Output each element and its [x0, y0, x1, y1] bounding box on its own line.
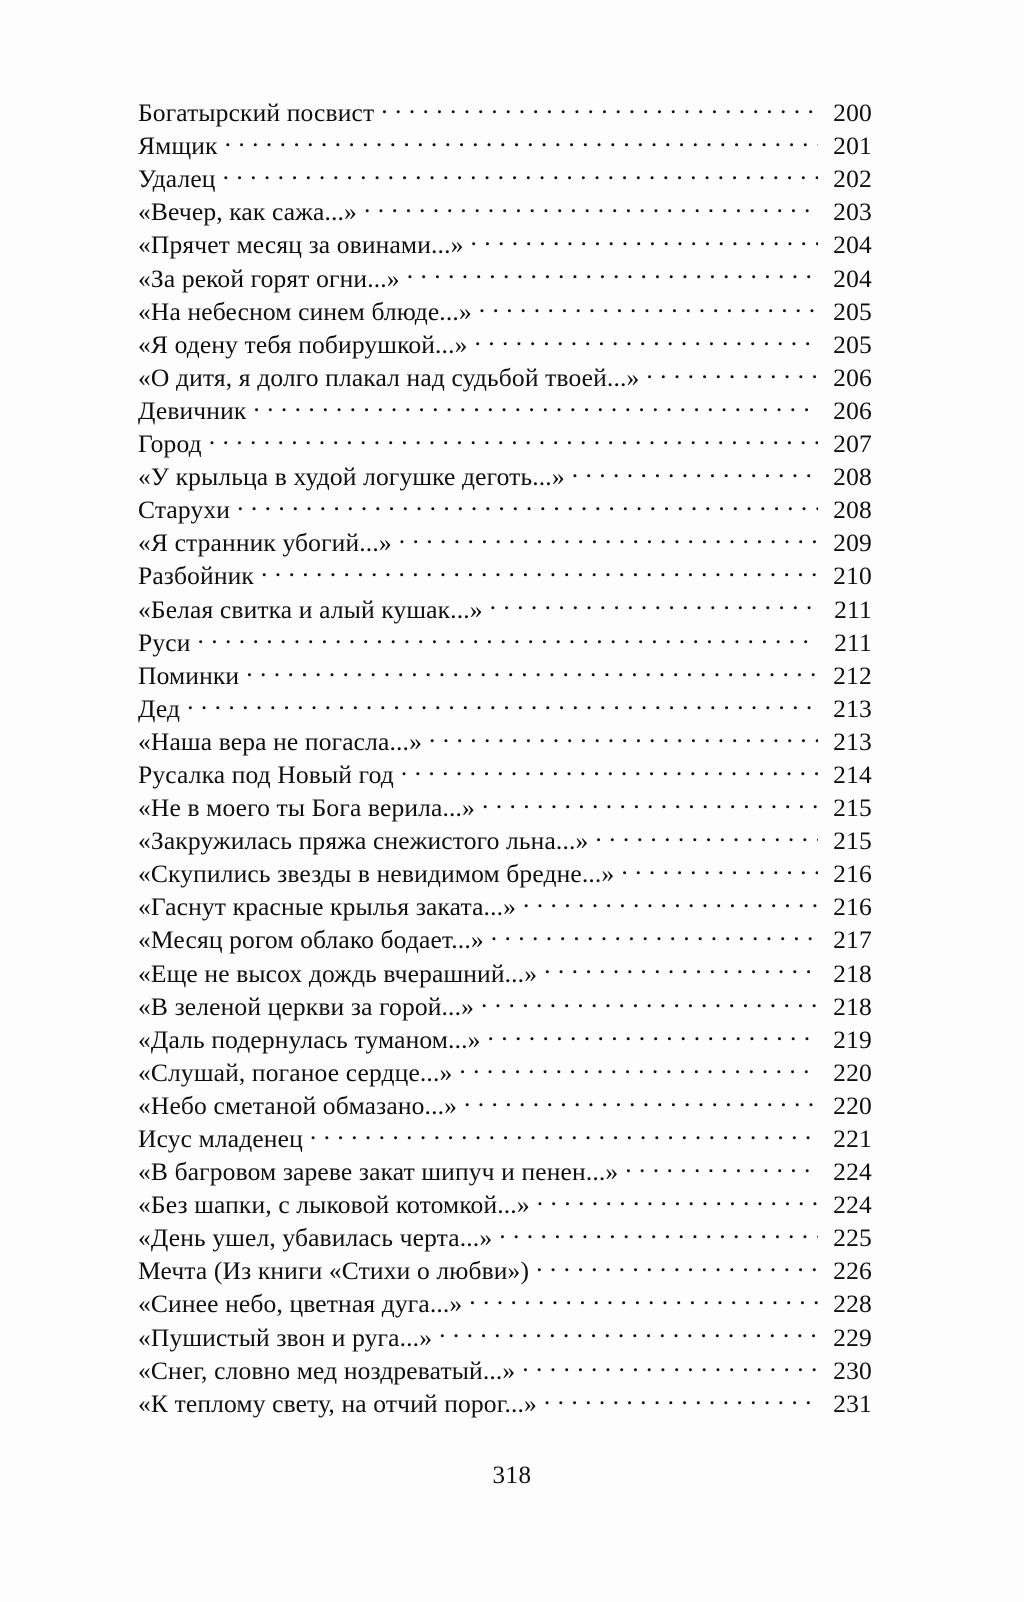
toc-entry-title: «К теплому свету, на отчий порог...»	[138, 1388, 537, 1418]
toc-entry-page-number: 217	[833, 925, 872, 955]
toc-dot-leader	[381, 88, 818, 121]
toc-dot-leader	[595, 816, 818, 849]
toc-dot-leader	[429, 717, 818, 750]
toc-entry-title: Исус младенец	[138, 1124, 303, 1153]
toc-entry-title: «Гаснут красные крылья заката...»	[138, 892, 517, 922]
toc-entry-page-number: 210	[833, 561, 872, 591]
page-folio-number: 318	[492, 1462, 532, 1489]
toc-entry-title: «Без шапки, с лыковой котомкой...»	[138, 1190, 530, 1220]
toc-entry-title: «За рекой горят огни...»	[138, 263, 400, 293]
toc-entry-title: «Белая свитка и алый кушак...»	[138, 594, 483, 624]
toc-dot-leader	[625, 1147, 818, 1180]
toc-dot-leader	[490, 584, 818, 617]
toc-entry-page-number: 220	[833, 1057, 872, 1087]
toc-dot-leader	[261, 551, 818, 584]
toc-entry[interactable]	[138, 419, 872, 459]
toc-dot-leader	[646, 353, 818, 386]
toc-dot-leader	[491, 915, 818, 948]
toc-dot-leader	[209, 419, 818, 452]
toc-dot-leader	[253, 386, 818, 419]
toc-entry-page-number: 200	[833, 98, 872, 128]
toc-entry-title: «Слушай, поганое сердце...»	[138, 1057, 453, 1087]
toc-entry-title: «У крыльца в худой логушке деготь...»	[138, 462, 565, 492]
toc-dot-leader	[536, 1246, 818, 1279]
toc-entry-title: Ямщик	[138, 131, 218, 161]
toc-entry-page-number: 204	[833, 263, 872, 293]
toc-entry[interactable]	[138, 88, 872, 128]
toc-entry-page-number: 225	[833, 1223, 872, 1253]
toc-entry-page-number: 209	[833, 528, 872, 558]
toc-entry-title: Город	[138, 429, 202, 459]
toc-dot-leader	[481, 982, 818, 1015]
toc-dot-leader	[621, 849, 818, 882]
toc-entry-page-number: 214	[833, 759, 872, 789]
toc-dot-leader	[198, 618, 819, 651]
toc-entry-page-number: 228	[833, 1289, 872, 1319]
toc-entry-page-number: 220	[833, 1090, 872, 1120]
toc-entry[interactable]	[138, 154, 872, 194]
toc-entry-title: «Небо сметаной обмазано...»	[138, 1090, 458, 1120]
toc-entry[interactable]	[138, 717, 872, 756]
toc-entry-page-number: 224	[833, 1190, 872, 1220]
toc-entry-page-number: 221	[833, 1124, 872, 1153]
toc-dot-leader	[237, 485, 818, 518]
toc-entry-page-number: 205	[833, 329, 872, 359]
toc-entry-page-number: 208	[833, 462, 872, 492]
toc-entry-title: «В зеленой церкви за горой...»	[138, 991, 475, 1021]
toc-entry-page-number: 206	[833, 362, 872, 392]
toc-dot-leader	[401, 750, 818, 783]
toc-entry-title: «Скупились звезды в невидимом бредне...»	[138, 859, 615, 889]
toc-entry-page-number: 230	[833, 1355, 872, 1385]
toc-dot-leader	[488, 1015, 818, 1048]
toc-entry[interactable]	[138, 618, 872, 657]
toc-entry-page-number: 211	[834, 594, 872, 624]
toc-entry-page-number: 229	[833, 1322, 872, 1352]
toc-entry-title: «День ушел, убавилась черта...»	[138, 1223, 493, 1253]
toc-dot-leader	[246, 651, 818, 684]
toc-entry-page-number: 218	[833, 958, 872, 988]
toc-entry-title: Старухи	[138, 495, 231, 525]
toc-dot-leader	[399, 518, 818, 551]
toc-entry[interactable]	[138, 121, 872, 161]
toc-dot-leader	[471, 220, 819, 253]
toc-dot-leader	[469, 1279, 818, 1312]
toc-entry-title: «В багровом зареве закат шипуч и пенен...»	[138, 1157, 619, 1187]
toc-entry-page-number: 231	[833, 1388, 872, 1418]
toc-entry-page-number: 204	[833, 230, 872, 260]
toc-entry-page-number: 202	[833, 164, 872, 194]
toc-dot-leader	[439, 1312, 818, 1345]
toc-entry-title: «Я одену тебя побирушкой...»	[138, 329, 468, 359]
toc-entry-title: Разбойник	[138, 561, 254, 591]
toc-dot-leader	[407, 253, 818, 286]
toc-entry-title: «Закружилась пряжа снежистого льна...»	[138, 826, 589, 856]
toc-entry-page-number: 212	[833, 660, 872, 690]
toc-entry[interactable]	[138, 684, 872, 723]
toc-entry-page-number: 205	[833, 296, 872, 326]
toc-dot-leader	[544, 1379, 818, 1412]
toc-entry-page-number: 203	[833, 197, 872, 227]
toc-entry-title: «Даль подернулась туманом...»	[138, 1024, 481, 1054]
toc-entry-title: Мечта (Из книги «Стихи о любви»)	[138, 1256, 530, 1286]
toc-dot-leader	[187, 684, 818, 717]
toc-entry-title: «Наша вера не погасла...»	[138, 726, 422, 756]
toc-dot-leader	[223, 154, 818, 187]
toc-entry-title: «Пушистый звон и руга...»	[138, 1322, 433, 1352]
toc-dot-leader	[522, 1346, 818, 1379]
toc-entry-page-number: 213	[833, 693, 872, 723]
toc-dot-leader	[310, 1114, 818, 1147]
toc-entry-title: «Прячет месяц за овинами...»	[138, 230, 464, 260]
table-of-contents-list	[138, 88, 872, 1418]
toc-entry-title: «О дитя, я долго плакал над судьбой твоей...»	[138, 362, 640, 392]
toc-dot-leader	[475, 320, 819, 353]
toc-entry-title: Богатырский посвист	[138, 98, 375, 128]
toc-entry-page-number: 207	[833, 429, 872, 459]
toc-entry-title: «Еще не высох дождь вчерашний...»	[138, 958, 538, 988]
toc-entry-page-number: 208	[833, 495, 872, 525]
toc-dot-leader	[364, 187, 818, 220]
toc-dot-leader	[523, 882, 818, 915]
toc-dot-leader	[459, 1048, 818, 1081]
toc-entry-title: «Месяц рогом облако бодает...»	[138, 925, 484, 955]
toc-entry-page-number: 224	[833, 1157, 872, 1187]
toc-entry[interactable]	[138, 518, 872, 558]
toc-dot-leader	[464, 1081, 818, 1114]
toc-entry-title: «Синее небо, цветная дуга...»	[138, 1289, 463, 1319]
toc-entry-title: «Я странник убогий...»	[138, 528, 392, 558]
toc-entry-page-number: 216	[833, 859, 872, 889]
toc-dot-leader	[225, 121, 818, 154]
toc-entry-title: Поминки	[138, 660, 240, 690]
toc-entry-page-number: 218	[833, 991, 872, 1021]
toc-entry-page-number: 216	[833, 892, 872, 922]
toc-dot-leader	[572, 452, 818, 485]
toc-entry-title: «На небесном синем блюде...»	[138, 296, 472, 326]
toc-entry-page-number: 226	[833, 1256, 872, 1286]
toc-entry-page-number: 215	[833, 793, 872, 823]
toc-dot-leader	[482, 783, 818, 816]
toc-entry[interactable]	[138, 187, 872, 227]
toc-entry-title: Русалка под Новый год	[138, 759, 394, 789]
toc-entry-page-number: 201	[833, 131, 872, 161]
toc-dot-leader	[479, 287, 818, 320]
toc-entry-title: Девичник	[138, 395, 247, 425]
toc-dot-leader	[499, 1213, 818, 1246]
toc-dot-leader	[544, 948, 818, 981]
toc-entry-page-number: 219	[833, 1024, 872, 1054]
toc-entry-title: Руси	[138, 627, 191, 657]
toc-entry-title: Удалец	[138, 164, 216, 194]
toc-entry[interactable]	[138, 485, 872, 525]
toc-dot-leader	[537, 1180, 818, 1213]
toc-entry[interactable]	[138, 651, 872, 690]
toc-entry[interactable]	[138, 452, 872, 492]
toc-entry-title: Дед	[138, 693, 181, 723]
toc-entry-title: «Не в моего ты Бога верила...»	[138, 793, 475, 823]
toc-entry-page-number: 206	[833, 395, 872, 425]
toc-entry-page-number: 213	[833, 726, 872, 756]
toc-entry-title: «Снег, словно мед ноздреватый...»	[138, 1355, 516, 1385]
toc-entry-page-number: 215	[833, 826, 872, 856]
toc-entry-title: «Вечер, как сажа...»	[138, 197, 357, 227]
toc-entry-page-number: 211	[834, 627, 872, 657]
